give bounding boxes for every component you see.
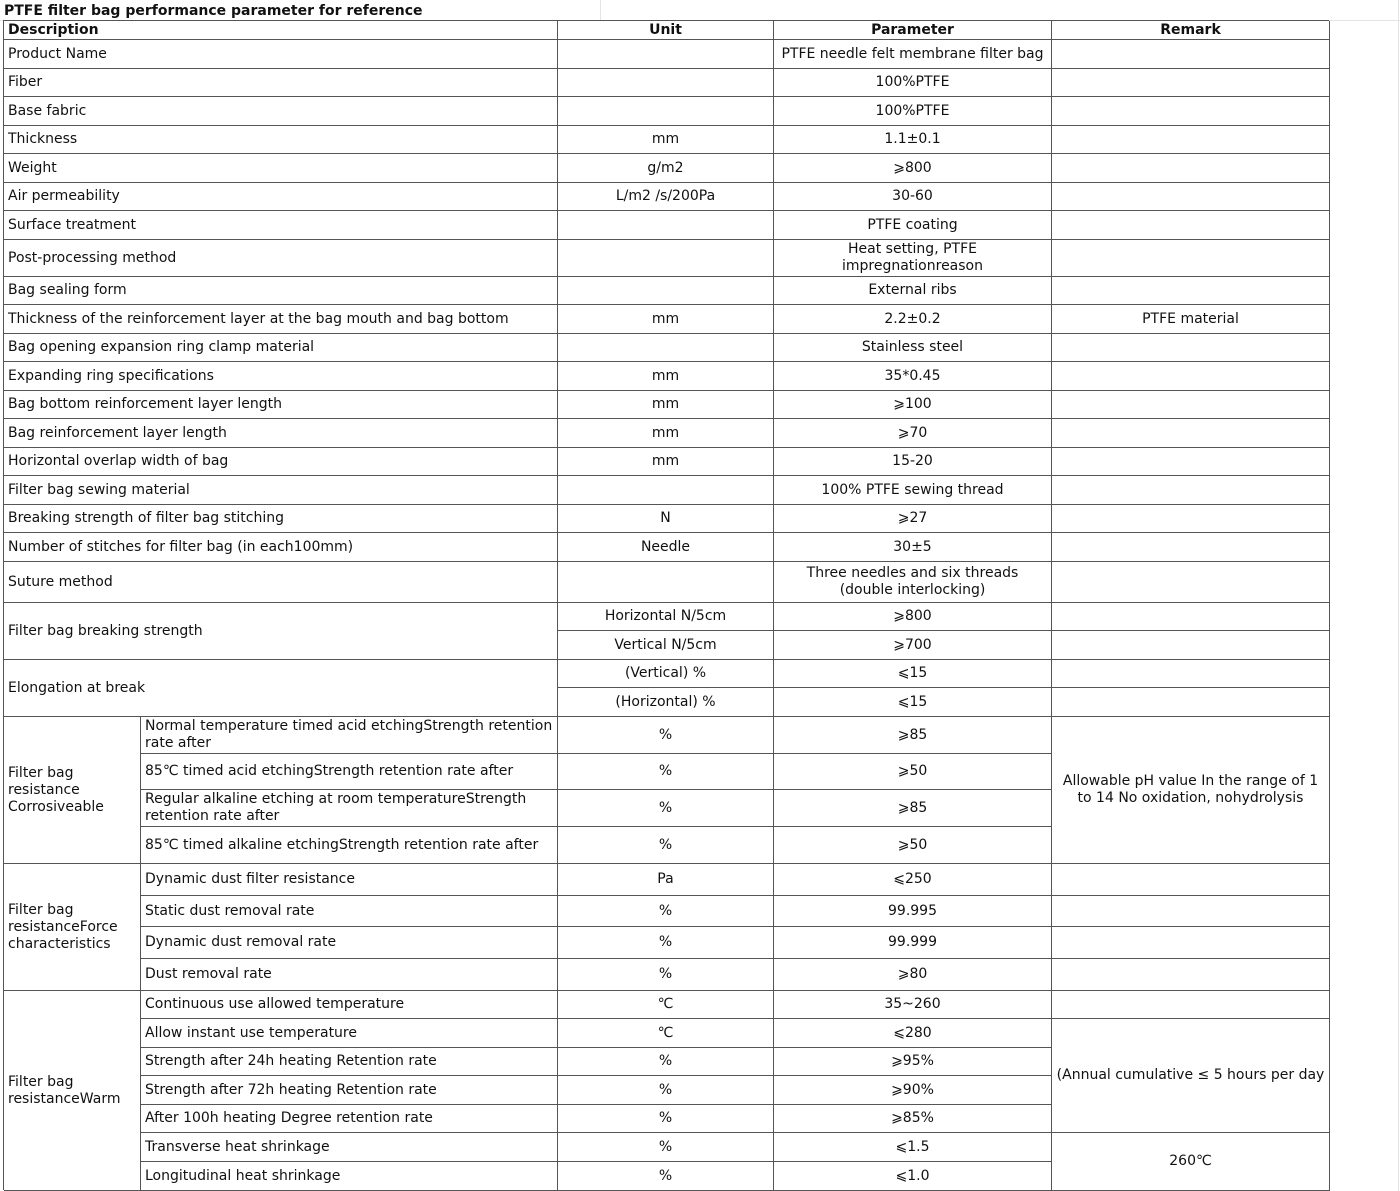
row-unit[interactable] (558, 476, 774, 505)
corrosion-description[interactable]: 85℃ timed alkaline etchingStrength retention rate after (141, 827, 558, 864)
row-remark[interactable] (1052, 126, 1330, 154)
header-unit[interactable]: Unit (558, 21, 774, 40)
force-unit[interactable]: % (558, 927, 774, 959)
warm-description[interactable]: Strength after 24h heating Retention rate (141, 1048, 558, 1076)
parameter-table (3, 20, 1329, 1190)
row-parameter[interactable]: 100%PTFE (774, 97, 1052, 126)
warm-parameter[interactable]: ⩾90% (774, 1076, 1052, 1105)
grid-line (600, 0, 601, 20)
warm-description[interactable]: Transverse heat shrinkage (141, 1133, 558, 1162)
row-unit[interactable] (558, 97, 774, 126)
force-parameter[interactable]: 99.995 (774, 896, 1052, 927)
force-unit[interactable]: % (558, 896, 774, 927)
warm-description[interactable]: After 100h heating Degree retention rate (141, 1105, 558, 1133)
row-remark[interactable] (1052, 419, 1330, 448)
row-parameter[interactable]: ⩾70 (774, 419, 1052, 448)
row-remark[interactable] (1052, 533, 1330, 562)
corrosion-unit[interactable]: % (558, 790, 774, 827)
breaking-remark[interactable] (1052, 603, 1330, 631)
row-unit[interactable]: mm (558, 419, 774, 448)
warm-unit[interactable]: % (558, 1076, 774, 1105)
breaking-remark[interactable] (1052, 631, 1330, 660)
breaking-unit[interactable]: Vertical N/5cm (558, 631, 774, 660)
row-remark[interactable] (1052, 391, 1330, 419)
row-remark[interactable] (1052, 362, 1330, 391)
row-remark[interactable] (1052, 505, 1330, 533)
row-unit[interactable] (558, 562, 774, 603)
row-remark[interactable] (1052, 211, 1330, 240)
corrosion-description[interactable]: Normal temperature timed acid etchingStrength retention rate after (141, 717, 558, 754)
row-description[interactable]: Thickness of the reinforcement layer at the bag mouth and bag bottom (4, 305, 558, 334)
warm-label[interactable]: Filter bag resistanceWarm (4, 991, 141, 1191)
row-remark[interactable] (1052, 40, 1330, 69)
force-description[interactable]: Dynamic dust removal rate (141, 927, 558, 959)
warm-parameter[interactable]: 35~260 (774, 991, 1052, 1019)
row-description[interactable]: Bag opening expansion ring clamp material (4, 334, 558, 362)
row-description[interactable]: Weight (4, 154, 558, 183)
corrosion-remark[interactable]: Allowable pH value In the range of 1 to 14 No oxidation, nohydrolysis (1052, 717, 1330, 864)
row-description[interactable]: Post-processing method (4, 240, 558, 277)
header-description[interactable]: Description (4, 21, 558, 40)
row-description[interactable]: Breaking strength of filter bag stitching (4, 505, 558, 533)
breaking-parameter[interactable]: ⩾700 (774, 631, 1052, 660)
elongation-remark[interactable] (1052, 688, 1330, 717)
force-remark[interactable] (1052, 896, 1330, 927)
row-remark[interactable] (1052, 476, 1330, 505)
row-remark[interactable] (1052, 69, 1330, 97)
row-description[interactable]: Bag sealing form (4, 277, 558, 305)
corrosion-parameter[interactable]: ⩾85 (774, 790, 1052, 827)
row-unit[interactable]: L/m2 /s/200Pa (558, 183, 774, 211)
breaking-label[interactable]: Filter bag breaking strength (4, 603, 558, 660)
row-parameter[interactable]: PTFE needle felt membrane filter bag (774, 40, 1052, 69)
elongation-unit[interactable]: (Horizontal) % (558, 688, 774, 717)
row-description[interactable]: Expanding ring specifications (4, 362, 558, 391)
row-unit[interactable]: mm (558, 305, 774, 334)
corrosion-parameter[interactable]: ⩾50 (774, 754, 1052, 790)
row-parameter[interactable]: 35*0.45 (774, 362, 1052, 391)
row-parameter[interactable]: 1.1±0.1 (774, 126, 1052, 154)
row-unit[interactable]: N (558, 505, 774, 533)
force-unit[interactable]: Pa (558, 864, 774, 896)
force-description[interactable]: Dust removal rate (141, 959, 558, 991)
warm-unit[interactable]: % (558, 1048, 774, 1076)
row-description[interactable]: Fiber (4, 69, 558, 97)
row-remark[interactable] (1052, 562, 1330, 603)
row-parameter[interactable]: 30±5 (774, 533, 1052, 562)
row-description[interactable]: Suture method (4, 562, 558, 603)
row-unit[interactable] (558, 334, 774, 362)
force-remark[interactable] (1052, 959, 1330, 991)
elongation-remark[interactable] (1052, 660, 1330, 688)
corrosion-description[interactable]: Regular alkaline etching at room temperatureStrength retention rate after (141, 790, 558, 827)
force-unit[interactable]: % (558, 959, 774, 991)
row-unit[interactable] (558, 40, 774, 69)
row-parameter[interactable]: 100% PTFE sewing thread (774, 476, 1052, 505)
warm-remark[interactable] (1052, 991, 1330, 1019)
row-description[interactable]: Surface treatment (4, 211, 558, 240)
row-remark[interactable] (1052, 334, 1330, 362)
row-remark[interactable]: PTFE material (1052, 305, 1330, 334)
warm-parameter[interactable]: ⩽280 (774, 1019, 1052, 1048)
force-parameter[interactable]: ⩾80 (774, 959, 1052, 991)
row-description[interactable]: Number of stitches for filter bag (in each100mm) (4, 533, 558, 562)
corrosion-unit[interactable]: % (558, 827, 774, 864)
force-remark[interactable] (1052, 927, 1330, 959)
row-description[interactable]: Thickness (4, 126, 558, 154)
warm-parameter[interactable]: ⩽1.5 (774, 1133, 1052, 1162)
breaking-unit[interactable]: Horizontal N/5cm (558, 603, 774, 631)
force-label[interactable]: Filter bag resistanceForce characteristics (4, 864, 141, 991)
row-unit[interactable]: mm (558, 362, 774, 391)
row-description[interactable]: Bag bottom reinforcement layer length (4, 391, 558, 419)
row-unit[interactable] (558, 240, 774, 277)
row-parameter[interactable]: ⩾27 (774, 505, 1052, 533)
warm-parameter[interactable]: ⩾95% (774, 1048, 1052, 1076)
warm-unit[interactable]: % (558, 1133, 774, 1162)
row-remark[interactable] (1052, 448, 1330, 476)
row-parameter[interactable]: Three needles and six threads (double interlocking) (774, 562, 1052, 603)
row-remark[interactable] (1052, 277, 1330, 305)
row-unit[interactable]: mm (558, 126, 774, 154)
corrosion-parameter[interactable]: ⩾50 (774, 827, 1052, 864)
header-parameter[interactable]: Parameter (774, 21, 1052, 40)
row-unit[interactable] (558, 277, 774, 305)
elongation-unit[interactable]: (Vertical) % (558, 660, 774, 688)
warm-parameter[interactable]: ⩽1.0 (774, 1162, 1052, 1191)
row-parameter[interactable]: 30-60 (774, 183, 1052, 211)
row-remark[interactable] (1052, 154, 1330, 183)
row-description[interactable]: Bag reinforcement layer length (4, 419, 558, 448)
force-parameter[interactable]: 99.999 (774, 927, 1052, 959)
force-parameter[interactable]: ⩽250 (774, 864, 1052, 896)
row-parameter[interactable]: 15-20 (774, 448, 1052, 476)
elongation-parameter[interactable]: ⩽15 (774, 688, 1052, 717)
row-description[interactable]: Air permeability (4, 183, 558, 211)
force-remark[interactable] (1052, 864, 1330, 896)
row-unit[interactable]: mm (558, 391, 774, 419)
row-unit[interactable]: mm (558, 448, 774, 476)
header-remark[interactable]: Remark (1052, 21, 1330, 40)
row-remark[interactable] (1052, 97, 1330, 126)
grid-line (1398, 0, 1399, 1191)
row-parameter[interactable]: Heat setting, PTFE impregnationreason (774, 240, 1052, 277)
row-description[interactable]: Base fabric (4, 97, 558, 126)
row-parameter[interactable]: 100%PTFE (774, 69, 1052, 97)
elongation-label[interactable]: Elongation at break (4, 660, 558, 717)
corrosion-label[interactable]: Filter bag resistance Corrosiveable (4, 717, 141, 864)
warm-description[interactable]: Longitudinal heat shrinkage (141, 1162, 558, 1191)
force-description[interactable]: Static dust removal rate (141, 896, 558, 927)
warm-parameter[interactable]: ⩾85% (774, 1105, 1052, 1133)
corrosion-unit[interactable]: % (558, 717, 774, 754)
warm-remark-temperature[interactable]: 260℃ (1052, 1133, 1330, 1191)
row-description[interactable]: Filter bag sewing material (4, 476, 558, 505)
corrosion-description[interactable]: 85℃ timed acid etchingStrength retention rate after (141, 754, 558, 790)
row-unit[interactable] (558, 69, 774, 97)
corrosion-parameter[interactable]: ⩾85 (774, 717, 1052, 754)
row-parameter[interactable]: PTFE coating (774, 211, 1052, 240)
row-unit[interactable]: g/m2 (558, 154, 774, 183)
force-description[interactable]: Dynamic dust filter resistance (141, 864, 558, 896)
corrosion-unit[interactable]: % (558, 754, 774, 790)
warm-unit[interactable]: ℃ (558, 1019, 774, 1048)
warm-description[interactable]: Allow instant use temperature (141, 1019, 558, 1048)
row-remark[interactable] (1052, 183, 1330, 211)
row-unit[interactable] (558, 211, 774, 240)
warm-description[interactable]: Strength after 72h heating Retention rate (141, 1076, 558, 1105)
warm-description[interactable]: Continuous use allowed temperature (141, 991, 558, 1019)
row-description[interactable]: Product Name (4, 40, 558, 69)
row-parameter[interactable]: External ribs (774, 277, 1052, 305)
row-unit[interactable]: Needle (558, 533, 774, 562)
row-parameter[interactable]: 2.2±0.2 (774, 305, 1052, 334)
row-description[interactable]: Horizontal overlap width of bag (4, 448, 558, 476)
breaking-parameter[interactable]: ⩾800 (774, 603, 1052, 631)
warm-unit[interactable]: % (558, 1105, 774, 1133)
row-parameter[interactable]: ⩾800 (774, 154, 1052, 183)
elongation-parameter[interactable]: ⩽15 (774, 660, 1052, 688)
row-parameter[interactable]: ⩾100 (774, 391, 1052, 419)
warm-unit[interactable]: ℃ (558, 991, 774, 1019)
warm-remark-annual[interactable]: (Annual cumulative ≤ 5 hours per day (1052, 1019, 1330, 1133)
sheet-title[interactable]: PTFE filter bag performance parameter for reference (4, 3, 423, 19)
row-remark[interactable] (1052, 240, 1330, 277)
warm-unit[interactable]: % (558, 1162, 774, 1191)
row-parameter[interactable]: Stainless steel (774, 334, 1052, 362)
